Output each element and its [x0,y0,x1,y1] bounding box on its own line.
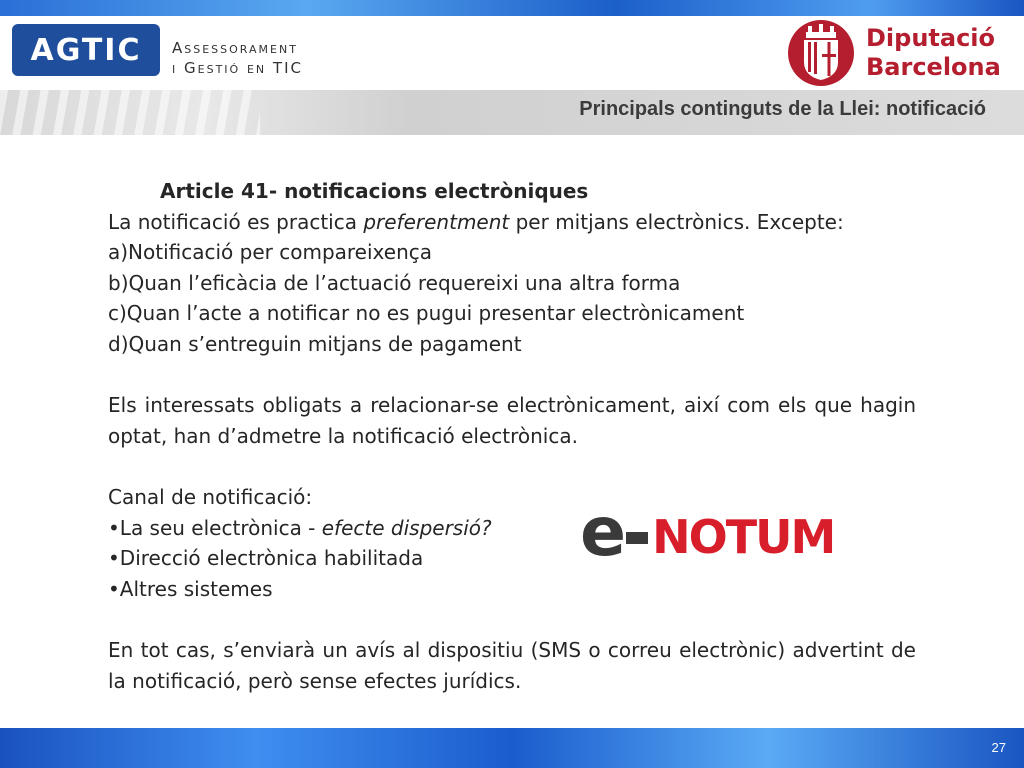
diputacio-name-line1: Diputació [866,24,996,52]
title-bar-decoration [0,90,260,135]
agtic-logo [12,24,160,76]
article-heading: Article 41- notificacions electròniques [160,179,589,203]
closing-paragraph: En tot cas, s’enviarà un avís al dispositiu (SMS o correu electrònic) advertint de la notificació, però sense efectes jurídics. [108,637,916,693]
intro-emphasis: preferentment [363,209,510,234]
page-number: 27 [991,740,1006,755]
channel-item-seu-text: •La seu electrònica - [108,515,322,540]
exception-a: a)Notificació per compareixença [108,240,432,265]
diputacio-coat-of-arms-icon [786,18,856,88]
spacer [108,604,916,635]
title-bar [0,90,1024,135]
slide-title: Principals continguts de la Llei: notificació [579,98,986,120]
enotum-logo-e: e [580,493,625,572]
top-decorative-stripe [0,0,1024,16]
channel-item-altres: •Altres sistemes [108,576,273,601]
intro-post: per mitjans electrònics. Excepte: [509,209,844,234]
enotum-logo [580,493,880,572]
agtic-brand-text: AGTIC [30,32,142,68]
obligated-paragraph: Els interessats obligats a relacionar-se electrònicament, així com els que hagin optat, han d’admetre la notificació electrònica. [108,393,916,448]
channel-heading: Canal de notificació: [108,484,313,509]
exception-c: c)Quan l’acte a notificar no es pugui presentar electrònicament [108,301,745,326]
intro-pre: La notificació es practica [108,209,364,234]
spacer [108,451,916,482]
slide-body [108,176,916,696]
channel-item-seu-emphasis: efecte dispersió? [321,515,492,540]
agtic-subtitle-line2: i Gestió en TIC [172,59,303,77]
agtic-subtitle [172,38,303,78]
spacer [108,360,916,391]
exception-b: b)Quan l’eficàcia de l’actuació requereixi una altra forma [108,270,681,295]
header [0,16,1024,90]
footer-bar [0,728,1024,768]
exception-d: d)Quan s’entreguin mitjans de pagament [108,331,522,356]
enotum-logo-notum: NOTUM [652,510,835,564]
enotum-logo-dash [626,532,648,544]
diputacio-name-line2: Barcelona [866,53,1001,81]
channel-item-direccio: •Direcció electrònica habilitada [108,546,424,571]
agtic-subtitle-line1: Assessorament [172,39,298,57]
diputacio-name [866,24,1001,82]
intro-line [108,207,916,238]
